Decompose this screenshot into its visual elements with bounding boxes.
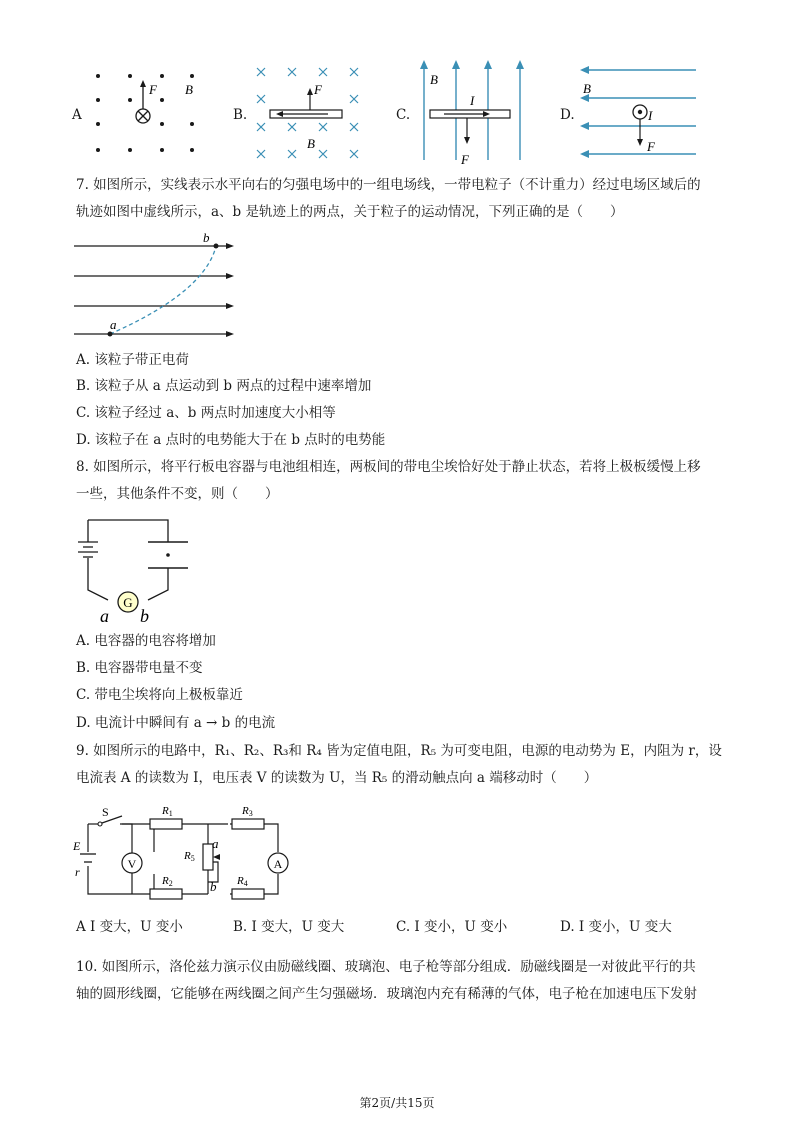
q9-figure (70, 800, 300, 910)
q10-stem-line2: 轴的圆形线圈，它能够在两线圈之间产生匀强磁场．玻璃泡内充有稀薄的气体，电子枪在加速电压下发射 (76, 986, 697, 1002)
q8-option-b: B. 电容器带电量不变 (76, 660, 203, 676)
top-wire (88, 520, 168, 542)
q8-figure (70, 512, 195, 627)
q8-stem-line2: 一些，其他条件不变，则（ ） (76, 486, 279, 502)
q8-option-d: D. 电流计中瞬间有 a → b 的电流 (76, 715, 276, 731)
q8-option-a: A. 电容器的电容将增加 (76, 633, 216, 649)
q7-figure (70, 228, 240, 346)
option-c-label: C. (396, 107, 411, 123)
field-label: B (307, 136, 315, 151)
end-b-label: b (210, 879, 217, 894)
resistor-r3 (232, 819, 264, 829)
point-a (108, 332, 113, 337)
q9-stem-line1: 9. 如图所示的电路中，R₁、R₂、R₃和 R₄ 皆为定值电阻，R₅ 为可变电阻，电源的电动势为 E，内阻为 r，设 (76, 743, 722, 759)
battery-icon (78, 542, 98, 557)
r4-label: R4 (237, 875, 248, 888)
q7-stem-line1: 7. 如图所示，实线表示水平向右的匀强电场中的一组电场线，一带电粒子（不计重力）经过电场区域后的 (76, 177, 701, 193)
figure-option-b (250, 62, 370, 162)
option-a-label: A (72, 107, 82, 123)
q9-option-d: D. I 变小，U 变大 (560, 919, 672, 935)
point-b (214, 244, 219, 249)
option-b-label: B. (233, 107, 248, 123)
r3-label: R3 (242, 805, 253, 818)
resistor-r1 (150, 819, 182, 829)
q9-option-b: B. I 变大，U 变大 (233, 919, 345, 935)
q7-option-d: D. 该粒子在 a 点时的电势能大于在 b 点时的电势能 (76, 432, 386, 448)
slider-contact (213, 854, 220, 860)
force-label: F (461, 152, 469, 167)
q9-option-a: A I 变大，U 变小 (76, 919, 183, 935)
option-d-label: D. (560, 107, 575, 123)
q7-stem-line2: 轨迹如图中虚线所示，a、b 是轨迹上的两点，关于粒子的运动情况，下列正确的是（ ） (76, 204, 624, 220)
electric-field-lines (74, 243, 234, 337)
terminal-a-label: a (100, 606, 109, 626)
q9-option-c: C. I 变小，U 变小 (396, 919, 508, 935)
galvanometer-label: G (123, 595, 133, 610)
r1-label: R1 (162, 805, 173, 818)
current-label: I (470, 93, 475, 108)
r2-label: R2 (162, 875, 173, 888)
field-label: B (185, 82, 193, 97)
resistor-r4 (232, 889, 264, 899)
point-b-label: b (203, 230, 210, 245)
end-a-label: a (212, 836, 219, 851)
q10-stem-line1: 10. 如图所示，洛伦兹力演示仪由励磁线圈、玻璃泡、电子枪等部分组成．励磁线圈是一对彼此平行的共 (76, 959, 696, 975)
q8-option-c: C. 带电尘埃将向上极板靠近 (76, 687, 243, 703)
terminal-b-label: b (140, 606, 149, 626)
figure-option-a (88, 66, 208, 161)
point-a-label: a (110, 317, 117, 332)
ammeter-icon (268, 853, 288, 873)
page-number: 第2页/共15页 (359, 1096, 435, 1110)
resistor-r2 (150, 889, 182, 899)
circuit-wires (88, 824, 278, 894)
emf-label: E (73, 839, 81, 853)
figure-option-c (414, 56, 534, 168)
voltmeter-label: V (127, 857, 137, 871)
r5-label: R5 (184, 850, 195, 863)
voltmeter-icon (122, 824, 142, 894)
force-label: F (149, 82, 157, 97)
galvanometer-icon (118, 592, 138, 612)
q7-option-b: B. 该粒子从 a 点运动到 b 两点的过程中速率增加 (76, 378, 372, 394)
q7-option-c: C. 该粒子经过 a、b 两点时加速度大小相等 (76, 405, 336, 421)
force-label: F (314, 82, 322, 97)
current-out-of-page-icon (633, 105, 647, 119)
ammeter-label: A (273, 857, 283, 871)
current-label: I (648, 108, 653, 123)
particle-trajectory (110, 246, 216, 334)
charged-dust (166, 553, 170, 557)
q9-stem-line2: 电流表 A 的读数为 I，电压表 V 的读数为 U，当 R₅ 的滑动触点向 a 端移动时（ ） (76, 770, 598, 786)
switch-label: S (102, 805, 109, 819)
q7-option-a: A. 该粒子带正电荷 (76, 352, 189, 368)
force-label: F (647, 139, 655, 154)
source-icon (80, 854, 96, 862)
field-label: B (430, 72, 438, 87)
q8-stem-line1: 8. 如图所示，将平行板电容器与电池组相连，两板间的带电尘埃恰好处于静止状态，若将上极板缓慢上移 (76, 459, 701, 475)
figure-option-d (576, 62, 701, 162)
field-label: B (583, 81, 591, 96)
current-into-page-icon (136, 109, 150, 123)
internal-resistance-label: r (75, 865, 80, 879)
